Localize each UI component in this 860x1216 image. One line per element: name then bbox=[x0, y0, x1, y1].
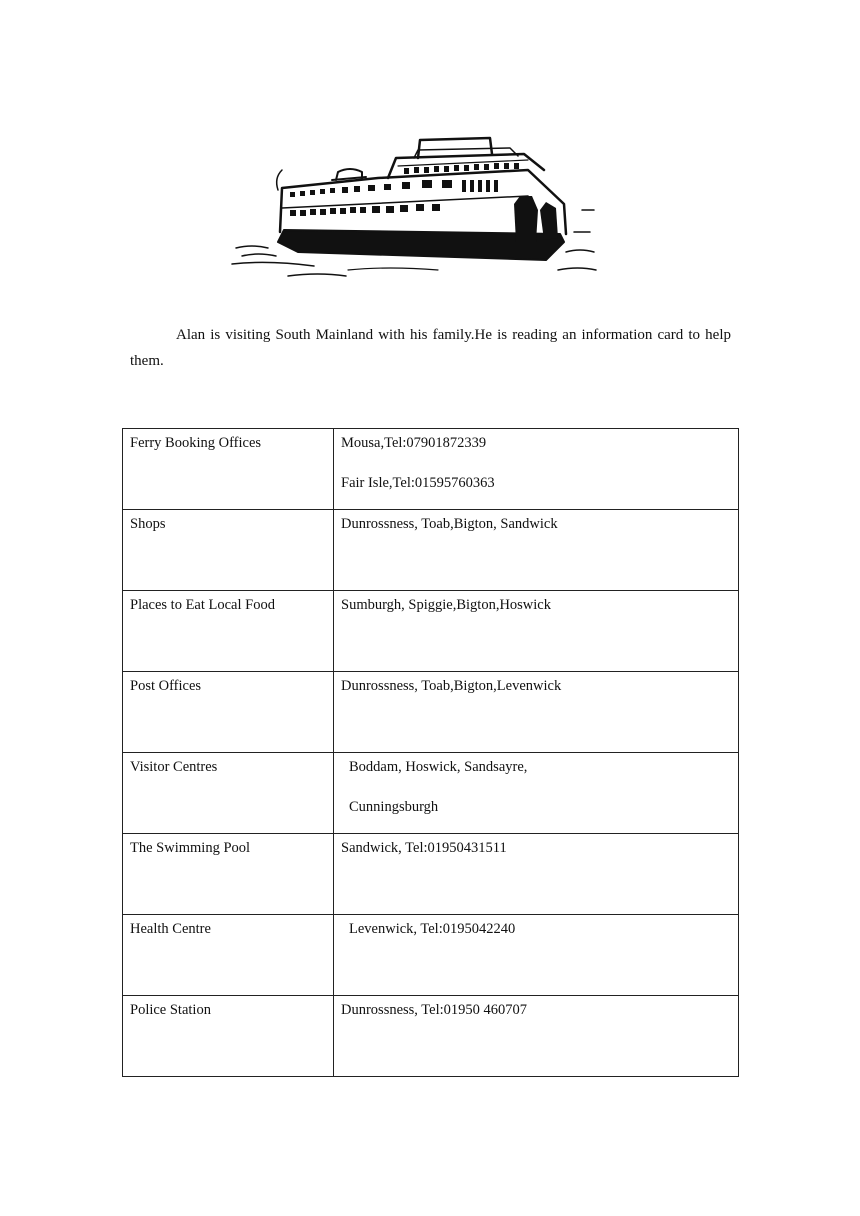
row-value-line: Sumburgh, Spiggie,Bigton,Hoswick bbox=[341, 597, 551, 613]
row-label: Post Offices bbox=[123, 672, 334, 753]
table-row bbox=[123, 591, 739, 672]
row-value bbox=[334, 429, 739, 510]
row-value-line: Dunrossness, Toab,Bigton, Sandwick bbox=[341, 516, 558, 532]
row-value bbox=[334, 915, 739, 996]
row-value-line: Levenwick, Tel:0195042240 bbox=[349, 921, 516, 937]
table-row bbox=[123, 672, 739, 753]
row-value bbox=[334, 672, 739, 753]
row-label: Shops bbox=[123, 510, 334, 591]
row-label: Health Centre bbox=[123, 915, 334, 996]
table-row bbox=[123, 996, 739, 1077]
row-value bbox=[334, 591, 739, 672]
row-value-line: Fair Isle,Tel:01595760363 bbox=[341, 475, 495, 491]
table-row bbox=[123, 753, 739, 834]
row-label: Ferry Booking Offices bbox=[123, 429, 334, 510]
table-row bbox=[123, 510, 739, 591]
table-row bbox=[123, 915, 739, 996]
intro-paragraph: Alan is visiting South Mainland with his family.He is reading an information card to help them. bbox=[130, 327, 731, 369]
row-value bbox=[334, 510, 739, 591]
table-row bbox=[123, 834, 739, 915]
row-value-line: Dunrossness, Tel:01950 460707 bbox=[341, 1002, 528, 1018]
row-value bbox=[334, 996, 739, 1077]
row-value bbox=[334, 753, 739, 834]
row-value bbox=[334, 834, 739, 915]
row-value-line: Dunrossness, Toab,Bigton,Levenwick bbox=[341, 678, 562, 694]
row-label: The Swimming Pool bbox=[123, 834, 334, 915]
row-value-line: Sandwick, Tel:01950431511 bbox=[341, 840, 507, 856]
information-card-table bbox=[122, 428, 739, 1077]
ferry-illustration-icon bbox=[228, 130, 600, 290]
row-label: Police Station bbox=[123, 996, 334, 1077]
table-row bbox=[123, 429, 739, 510]
row-value-line: Boddam, Hoswick, Sandsayre, bbox=[349, 759, 528, 775]
row-label: Places to Eat Local Food bbox=[123, 591, 334, 672]
row-label: Visitor Centres bbox=[123, 753, 334, 834]
row-value-line: Mousa,Tel:07901872339 bbox=[341, 435, 487, 451]
row-value-line: Cunningsburgh bbox=[349, 799, 439, 815]
